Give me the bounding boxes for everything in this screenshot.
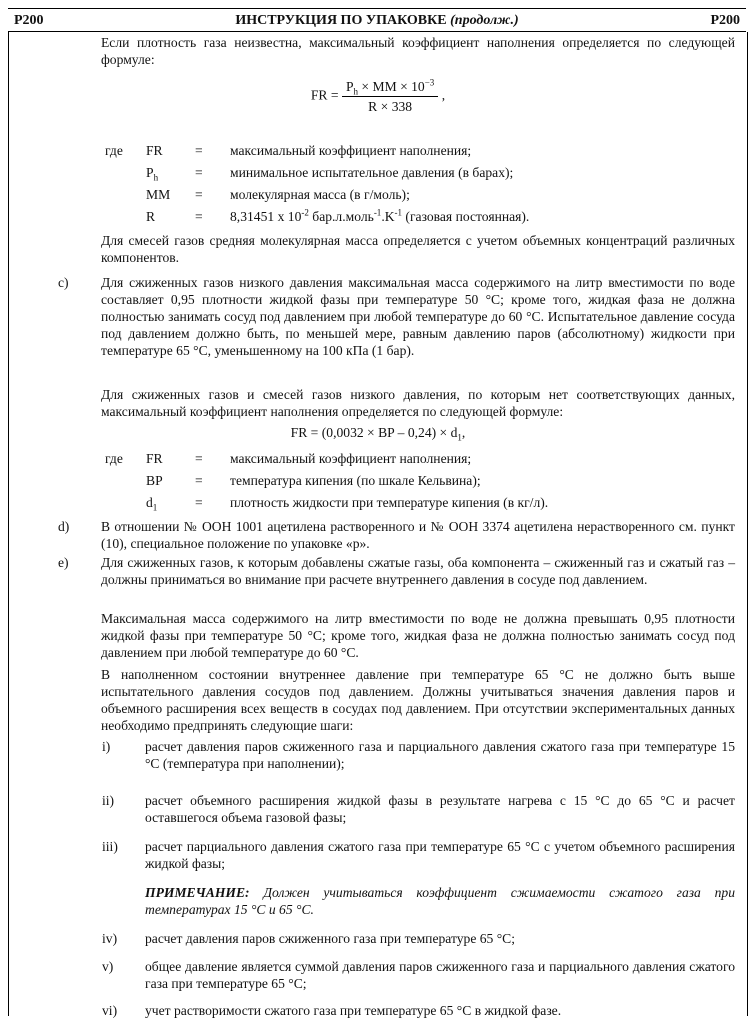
formula1-fraction xyxy=(342,78,438,115)
r-value-exp: -2 xyxy=(301,207,309,218)
r-unit-note: (газовая постоянная). xyxy=(402,209,530,224)
formula1-tail: , xyxy=(441,87,446,103)
def-symbol xyxy=(146,164,158,181)
def-symbol-sub: 1 xyxy=(152,502,158,513)
item-label-e: e) xyxy=(58,555,69,570)
note-paragraph xyxy=(145,884,735,918)
header-code-right: P200 xyxy=(710,12,740,28)
definition-row xyxy=(9,450,747,470)
item-label-c: c) xyxy=(58,275,69,290)
item-e-paragraph-1: Для сжиженных газов, к которым добавлены сжатые газы, оба компонента – сжиженный газ и сжатый газ – должны приниматься во внимание при расчете внутреннего давления в сосуде под давлением. xyxy=(101,555,735,587)
def-symbol-sub: h xyxy=(153,172,159,183)
formula1-lhs: FR = xyxy=(310,87,342,103)
def-symbol: R xyxy=(146,209,156,224)
step-text: расчет давления паров сжиженного газа и парциального давления сжатого газа при температуре 15 °C (температура при наполнении); xyxy=(145,739,735,771)
def-equals: = xyxy=(195,495,203,510)
page-header xyxy=(8,8,746,32)
formula-fill-ratio xyxy=(9,78,747,115)
header-code-left: P200 xyxy=(14,12,44,28)
def-symbol: BP xyxy=(146,473,163,488)
def-equals: = xyxy=(195,143,203,158)
formula2-main: FR = (0,0032 × BP – 0,24) × d xyxy=(290,425,458,440)
def-symbol-base: P xyxy=(146,165,154,180)
step-label: iii) xyxy=(102,839,118,854)
step-label: v) xyxy=(102,959,114,974)
mixture-paragraph: Для смесей газов средняя молекулярная масса определяется с учетом объемных концентраций различных компонентов. xyxy=(101,233,735,265)
formula1-num-sup: −3 xyxy=(424,77,435,88)
formula-low-pressure xyxy=(9,424,747,441)
step-label: vi) xyxy=(102,1003,118,1018)
def-equals: = xyxy=(195,451,203,466)
formula2-tail: , xyxy=(461,425,466,440)
definition-row xyxy=(9,164,747,184)
formula1-num-p-sub: h xyxy=(353,86,359,97)
def-description: температура кипения (по шкале Кельвина); xyxy=(230,473,481,488)
def-equals: = xyxy=(195,165,203,180)
def-description: минимальное испытательное давления (в барах); xyxy=(230,165,514,180)
definition-row xyxy=(9,142,747,162)
def-equals: = xyxy=(195,187,203,202)
r-unit-exp-a: -1 xyxy=(373,207,382,218)
header-title xyxy=(235,12,518,29)
def-equals: = xyxy=(195,209,203,224)
step-text: расчет объемного расширения жидкой фазы в результате нагрева с 15 °C до 65 °C и расчет оставшегося объема газовой фазы; xyxy=(145,793,735,825)
def-description: плотность жидкости при температуре кипения (в кг/л). xyxy=(230,495,549,510)
def-description: максимальный коэффициент наполнения; xyxy=(230,451,472,466)
def-description: максимальный коэффициент наполнения; xyxy=(230,143,472,158)
definition-row xyxy=(9,472,747,492)
item-e-paragraph-2: Максимальная масса содержимого на литр вместимости по воде не должна превышать 0,95 плотности жидкой фазы при температуре 50 °C; кроме того, жидкая фаза не должна полностью занимать сосуд под давлением при любой температуре до 60 °C. xyxy=(101,611,735,660)
intro-paragraph: Если плотность газа неизвестна, максимальный коэффициент наполнения определяется по следующей формуле: xyxy=(101,35,735,67)
item-c-paragraph-1: Для сжиженных газов низкого давления максимальная масса содержимого на литр вместимости по воде составляет 0,95 плотности жидкой фазы при температуре 50 °C; кроме того, жидкая фаза не должна полностью занимать сосуд под давлением при любой температуре до 60 °C. Испытательное давление сосуда под давлением должно быть, по меньшей мере, равным давлению паров (абсолютному) жидкости при температуре 65 °C, уменьшенному на 100 кПа (1 бар). xyxy=(101,275,735,358)
def-equals: = xyxy=(195,473,203,488)
document-page xyxy=(8,8,746,1016)
note-text: Должен учитываться коэффициент сжимаемости сжатого газа при температурах 15 °C и 65 °C. xyxy=(145,885,735,917)
step-text: расчет парциального давления сжатого газа при температуре 65 °C с учетом объемного расширения жидкой фазы; xyxy=(145,839,735,871)
r-unit-a: бар.л.моль xyxy=(308,209,374,224)
item-d-paragraph: В отношении № ООН 1001 ацетилена растворенного и № ООН 3374 ацетилена нерастворенного см. пункт (10), специальное положение по упаковке «p». xyxy=(101,519,735,551)
r-unit-exp-b: -1 xyxy=(394,207,403,218)
def-symbol: FR xyxy=(146,451,163,466)
def-symbol-base: d xyxy=(146,495,153,510)
header-title-main: ИНСТРУКЦИЯ ПО УПАКОВКЕ xyxy=(235,12,451,28)
step-text: учет растворимости сжатого газа при температуре 65 °C в жидкой фазе. xyxy=(145,1003,562,1018)
definition-row xyxy=(9,186,747,206)
step-label: ii) xyxy=(102,793,115,808)
step-text: общее давление является суммой давления паров сжиженного газа и парциального давления сжатого газа при температуре 65 °C; xyxy=(145,959,735,991)
formula1-denominator: R × 338 xyxy=(368,99,413,114)
item-c-paragraph-2: Для сжиженных газов и смесей газов низкого давления, по которым нет соответствующих данных, максимальный коэффициент наполнения определяется по следующей формуле: xyxy=(101,387,735,419)
document-body xyxy=(8,32,748,1016)
r-unit-b: .K xyxy=(381,209,395,224)
def-symbol: MM xyxy=(146,187,171,202)
formula1-num-rest: × MM × 10 xyxy=(358,79,425,94)
def-description: молекулярная масса (в г/моль); xyxy=(230,187,410,202)
header-title-italic: (продолж.) xyxy=(450,12,519,28)
step-label: i) xyxy=(102,739,111,754)
definition-row xyxy=(9,494,747,514)
r-value: 8,31451 x 10 xyxy=(230,209,302,224)
where-label-2: где xyxy=(105,451,123,466)
note-label: ПРИМЕЧАНИЕ: xyxy=(145,885,250,900)
def-description xyxy=(230,208,529,225)
step-label: iv) xyxy=(102,931,118,946)
formula2-sub: 1 xyxy=(457,432,462,443)
where-label-1: где xyxy=(105,143,123,158)
definition-row xyxy=(9,208,747,228)
step-text: расчет давления паров сжиженного газа при температуре 65 °C; xyxy=(145,931,516,946)
formula1-numerator xyxy=(342,78,438,97)
def-symbol xyxy=(146,494,157,511)
item-e-paragraph-3: В наполненном состоянии внутреннее давление при температуре 65 °C не должно быть выше испытательного давления сосудов под давлением. Должны учитываться значения давления паров и объемного расширения всех веществ в сосудах под давлением. При отсутствии экспериментальных данных необходимо предпринять следующие шаги: xyxy=(101,667,735,733)
item-label-d: d) xyxy=(58,519,70,534)
def-symbol: FR xyxy=(146,143,163,158)
formula1-num-p: P xyxy=(345,79,354,94)
